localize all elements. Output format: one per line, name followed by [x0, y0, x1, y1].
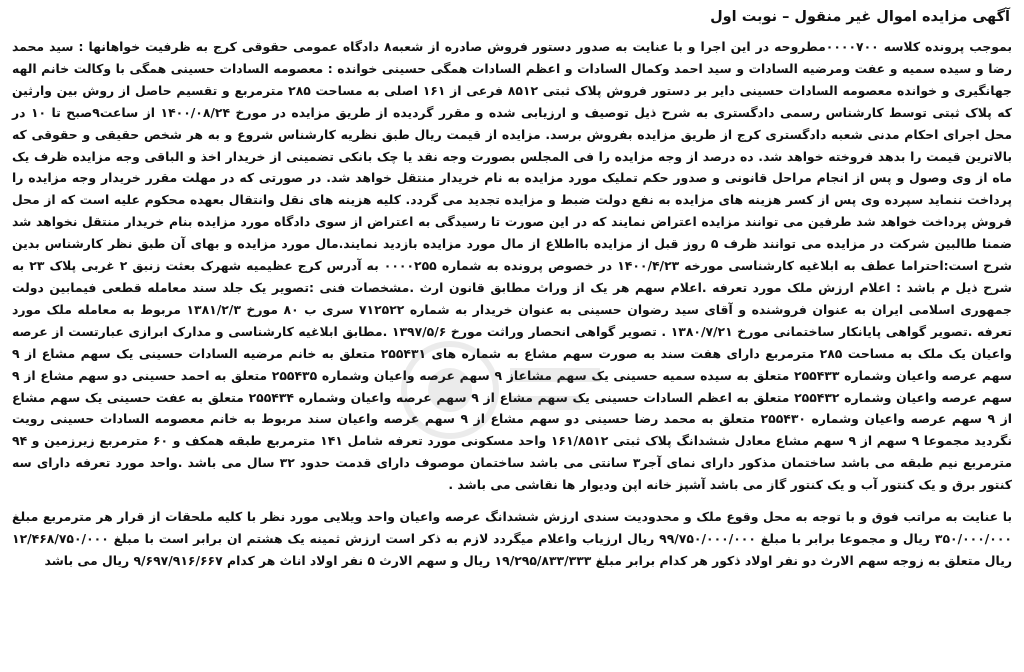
notice-paragraph-1: بموجب پرونده کلاسه ۰۰۰۰۷۰۰مطروحه در این اجرا و با عنایت به صدور دستور فروش صادره از شعبه۸ دادگاه عمومی حقوقی کرج به ظرفیت خواهانها : سید محمد رضا و سیده سمیه و عفت ومرضیه السادات و سید احمد وکمال السادات و اعظم السادات همگی حسینی خوانده : معصومه السادات حسینی همگی با وکالت خانم الهه جهانگیری و خوانده معصومه السادات حسینی دایر بر دستور فروش پلاک ثبتی ۸۵۱۲ فرعی از ۱۶۱ اصلی به مساحت ۲۸۵ مترمربع و تقسیم حاصل از روش بین وارثین که پلاک ثبتی توسط کارشناس رسمی دادگستری به شرح ذیل توصیف و ارزیابی شده و مقرر گردیده از طریق مزایده در مورخ ۱۴۰۰/۰۸/۲۴ از ساعت۹صبح تا ۱۰ در محل اجرای احکام مدنی شعبه دادگستری کرج از طریق مزایده بفروش برسد. مزایده از قیمت ریال طبق نظریه کارشناس شروع و به هر شخص حقیقی و حقوقی که بالاترین قیمت را بدهد فروخته خواهد شد. ده درصد از وجه مزایده را فی المجلس بصورت وجه نقد یا چک بانکی تضمینی از خریدار اخذ و الباقی وجه مزایده ظرف یک ماه از وی وصول و پس از انجام مراحل قانونی و صدور حکم تملیک مورد مزایده به نام خریدار منتقل خواهد شد. در صورتی که در مهلت مقرر خریدار وجه مزایده را پرداخت ننماید سپرده وی پس از کسر هزینه های مزایده به نفع دولت ضبط و مزایده تجدید می گردد. کلیه هزینه های نقل وانتقال بعهده محکوم علیه است که از محل فروش پرداخت خواهد شد طرفین می توانند مزایده اعتراض نمایند که در این صورت تا رسیدگی به اعتراض از سوی دادگاه مورد مزایده بنام خریدار منتقل نخواهد شد ضمنا طالبین شرکت در مزایده می توانند ظرف ۵ روز قبل از مزایده بااطلاع از مال مورد مزایده بازدید نمایند.مال مورد مزایده و بهای آن طبق نظر کارشناس بدین شرح است:احتراما عطف به ابلاغیه کارشناسی مورخه ۱۴۰۰/۴/۲۳ در خصوص پرونده به شماره ۰۰۰۰۲۵۵ به آدرس کرج عظیمیه شهرک بعثت زنبق ۲ غربی پلاک ۲۳ به شرح ذیل م باشد : اعلام ارزش ملک مورد تعرفه .اعلام سهم هر یک از وراث مطابق قانون ارث .مشخصات فنی :تصویر یک جلد سند معامله قطعی فیمابین دولت جمهوری اسلامی ایران به عنوان فروشنده و آقای سید رضوان حسینی به عنوان خریدار به شماره ۷۱۲۵۲۲ سری ب ۸۰ مورخ ۱۳۸۱/۲/۳ مربوط به معامله ملک مورد تعرفه .تصویر گواهی پایانکار ساختمانی مورخ ۱۳۸۰/۷/۲۱ . تصویر گواهی انحصار وراثت مورخ ۱۳۹۷/۵/۶ .مطابق ابلاغیه کارشناسی و مدارک ابرازی عبارتست از عرصه واعیان یک ملک به مساحت ۲۸۵ مترمربع دارای هفت سند به صورت سهم مشاع به شماره های ۲۵۵۴۳۱ متعلق به خانم مرضیه السادات حسینی یک سهم مشاع از ۹ سهم عرصه واعیان وشماره ۲۵۵۴۳۳ متعلق به سیده سمیه حسینی یک سهم مشاعاز ۹ سهم عرصه واعیان وشماره ۲۵۵۴۳۵ متعلق به احمد حسینی دو سهم مشاع از ۹ سهم عرصه واعیان وشماره ۲۵۵۴۳۲ متعلق به اعظم السادات حسینی یک سهم مشاع از ۹ سهم عرصه واعیان وشماره ۲۵۵۴۳۴ متعلق به عفت حسینی یک سهم مشاع از ۹ سهم عرصه واعیان وشماره ۲۵۵۴۳۰ متعلق به محمد رضا حسینی دو سهم مشاع از ۹ سهم عرصه واعیان سند مربوط به خانم معصومه السادات حسینی رویت نگردید مجموعا ۹ سهم از ۹ سهم مشاع معادل ششدانگ پلاک ثبتی ۱۶۱/۸۵۱۲ واحد مسکونی مورد تعرفه شامل ۱۴۱ مترمربع طبقه همکف و ۶۰ مترمربع زیرزمین و ۹۴ مترمربع نیم طبقه می باشد ساختمان مذکور دارای نمای آجر۳ سانتی می باشد ساختمان موصوف دارای قدمت حدود ۳۲ سال می باشد .واحد مورد تعرفه دارای سه کنتور برق و یک کنتور آب و یک کنتور گاز می باشد آشپز خانه اپن ودیوار ها نقاشی می باشد .	[12, 39, 1013, 493]
auction-notice	[10, 4, 1014, 668]
notice-paragraph-2: با عنایت به مراتب فوق و با توجه به محل وقوع ملک و محدودیت سندی ارزش ششدانگ عرصه واعیان واحد ویلایی مورد نظر با کلیه ملحقات از قرار هر مترمربع مبلغ ۳۵۰/۰۰۰/۰۰۰ ریال و مجموعا برابر با مبلغ ۹۹/۷۵۰/۰۰۰/۰۰۰ ریال ارزیاب واعلام میگردد لازم به ذکر است ارزش ثمینه یک هشتم ان برابر است با مبلغ ۱۲/۴۶۸/۷۵۰/۰۰۰ ریال متعلق به زوجه سهم الارث دو نفر اولاد ذکور هر کدام برابر مبلغ ۱۹/۲۹۵/۸۳۳/۳۳۳ ریال و سهم الارث ۵ نفر اولاد اناث هر کدام ۹/۶۹۷/۹۱۶/۶۶۷ ریال می باشد	[12, 509, 1012, 568]
notice-title: آگهی مزایده اموال غیر منقول – نوبت اول	[710, 9, 1010, 25]
